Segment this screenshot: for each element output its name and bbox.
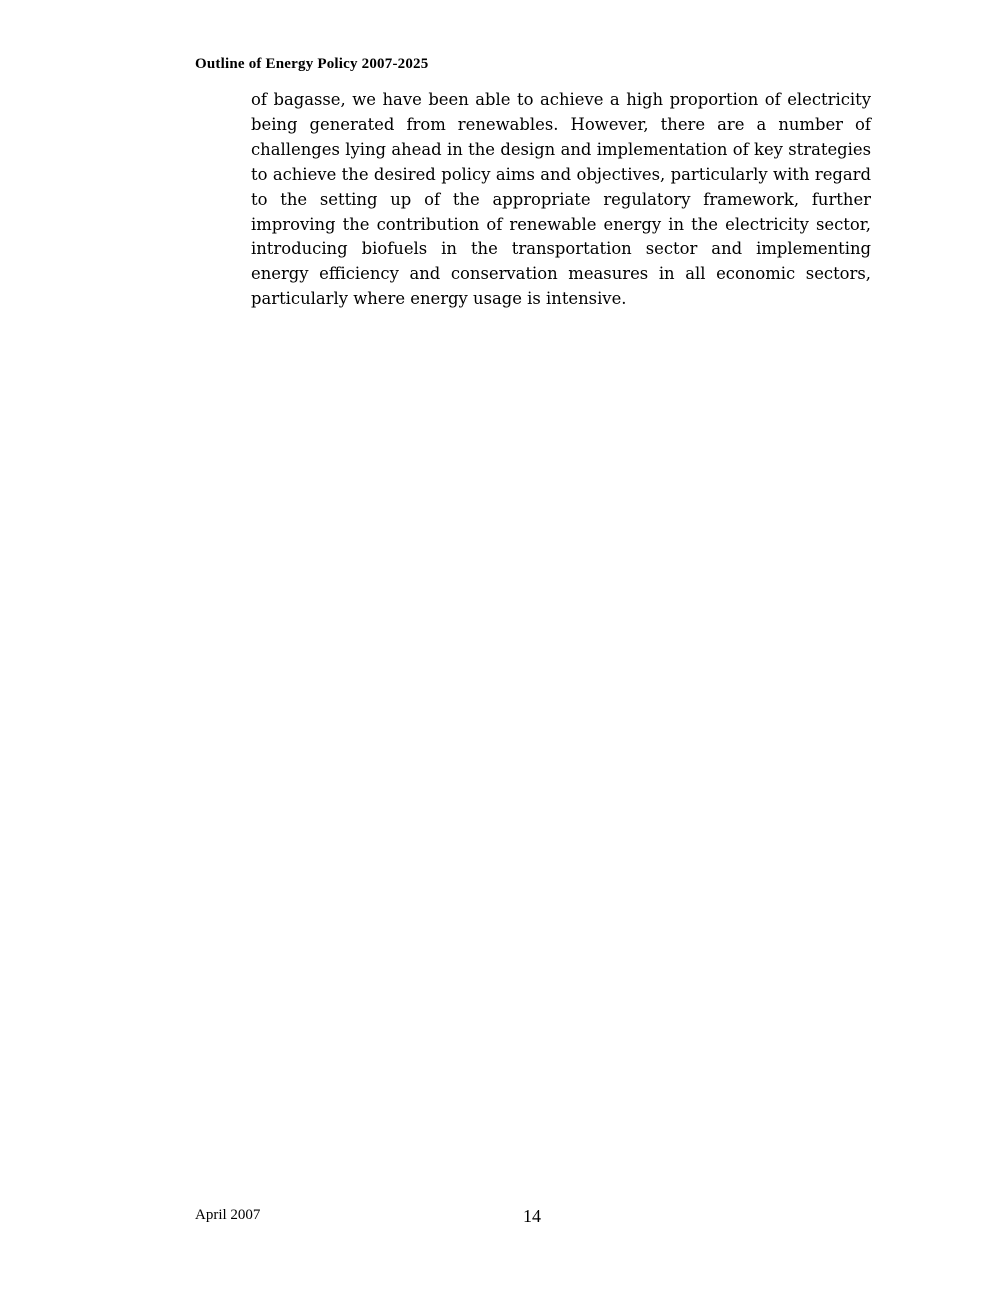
footer-date: April 2007 (195, 1207, 261, 1223)
page-number: 14 (523, 1206, 541, 1226)
running-header-title: Outline of Energy Policy 2007-2025 (195, 56, 429, 72)
body-paragraph: of bagasse, we have been able to achieve a high proportion of electricity being generated from renewables. However, there are a number of challenges lying ahead in the design and implementation of key strategies to achieve the desired policy aims and objectives, particularly with regard to the setting up of the appropriate regulatory framework, further improving the contribution of renewable energy in the electricity sector, introducing biofuels in the transportation sector and implementing energy efficiency and conservation measures in all economic sectors, particularly where energy usage is intensive. (251, 90, 871, 309)
